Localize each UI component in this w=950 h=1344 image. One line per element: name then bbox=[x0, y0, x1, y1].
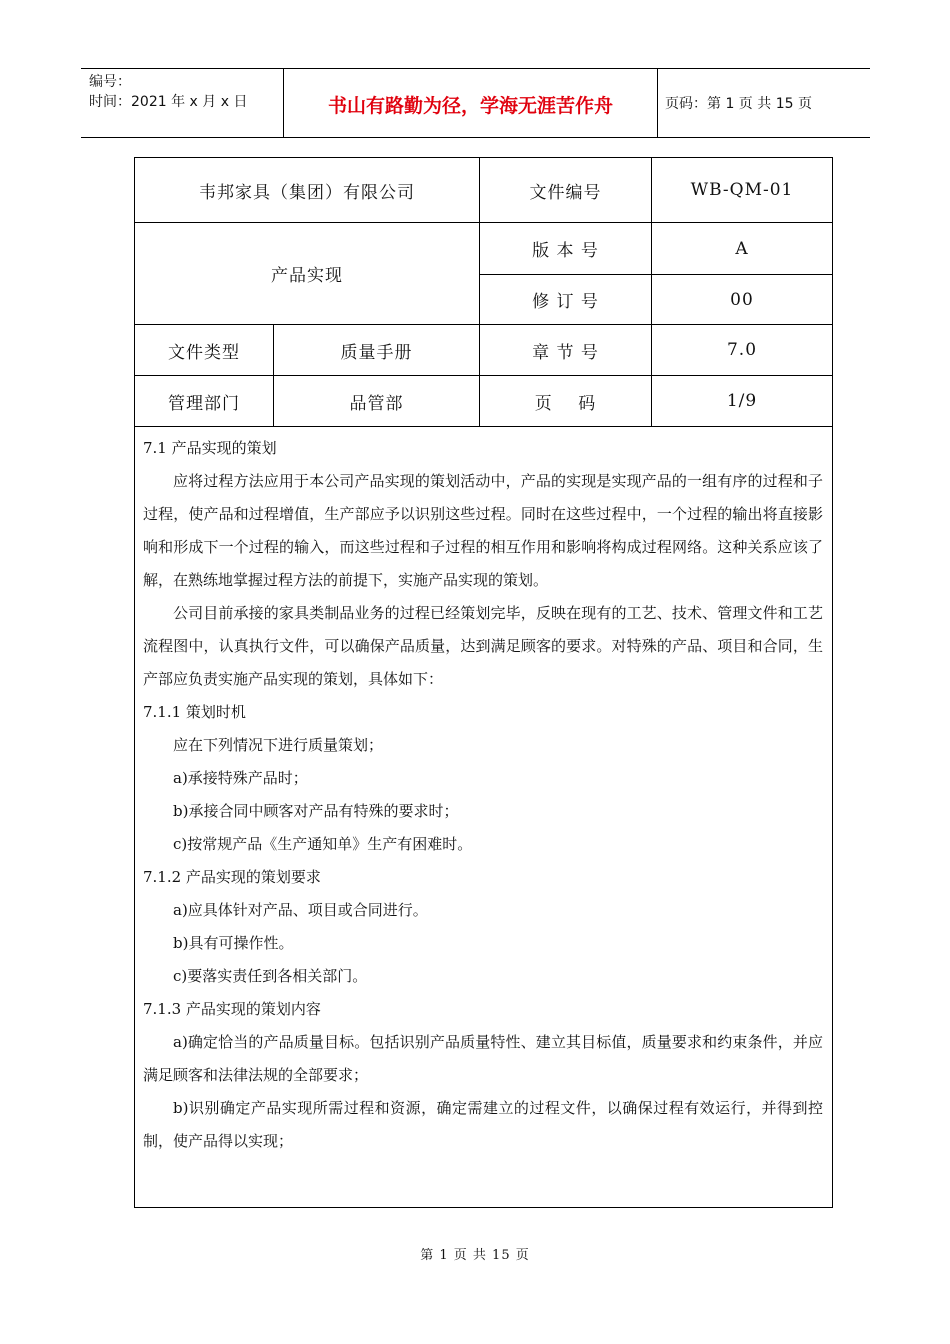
dept-label: 管理部门 bbox=[168, 393, 240, 414]
document-body bbox=[143, 432, 823, 1158]
list-item: b)具有可操作性。 bbox=[173, 934, 294, 952]
revision-value: 00 bbox=[730, 289, 754, 310]
page-value: 1/9 bbox=[726, 391, 758, 411]
page-footer: 第 1 页 共 15 页 bbox=[420, 1248, 530, 1263]
motto: 书山有路勤为径，学海无涯苦作舟 bbox=[327, 95, 613, 117]
revision-label: 修 订 号 bbox=[532, 292, 599, 312]
paragraph: 应在下列情况下进行质量策划； bbox=[173, 736, 384, 754]
top-banner bbox=[81, 68, 870, 138]
list-item: a)应具体针对产品、项目或合同进行。 bbox=[173, 901, 428, 919]
section-heading: 7.1 产品实现的策划 bbox=[143, 439, 277, 457]
date-line: 时间：2021 年 x 月 x 日 bbox=[89, 94, 248, 110]
list-item: a)承接特殊产品时； bbox=[173, 769, 308, 787]
paragraph: b)识别确定产品实现所需过程和资源，确定需建立的过程文件，以确保过程有效运行，并得到控制，使产品得以实现； bbox=[143, 1099, 823, 1150]
row-divider bbox=[135, 426, 832, 427]
doc-type-value: 质量手册 bbox=[340, 342, 413, 363]
document-frame bbox=[134, 157, 833, 1208]
doc-number-value: WB-QM-01 bbox=[690, 180, 794, 200]
doc-type-label: 文件类型 bbox=[168, 342, 240, 363]
banner-page-info: 页码：第 1 页 共 15 页 bbox=[665, 96, 812, 112]
section-heading: 7.1.2 产品实现的策划要求 bbox=[143, 868, 321, 886]
list-item: c)要落实责任到各相关部门。 bbox=[173, 967, 368, 985]
paragraph: 公司目前承接的家具类制品业务的过程已经策划完毕，反映在现有的工艺、技术、管理文件和工艺流程图中，认真执行文件，可以确保产品质量，达到满足顾客的要求。对特殊的产品、项目和合同，生产部应负责实施产品实现的策划，具体如下： bbox=[143, 604, 823, 688]
doc-number-label: 文件编号 bbox=[529, 182, 602, 203]
document-title: 产品实现 bbox=[271, 266, 343, 286]
chapter-label: 章 节 号 bbox=[532, 342, 599, 363]
list-item: b)承接合同中顾客对产品有特殊的要求时； bbox=[173, 802, 459, 820]
page-label: 页 码 bbox=[534, 393, 597, 414]
dept-value: 品管部 bbox=[349, 393, 404, 414]
version-label: 版 本 号 bbox=[532, 241, 599, 261]
version-value: A bbox=[735, 238, 749, 259]
company-name: 韦邦家具（集团）有限公司 bbox=[199, 182, 415, 203]
paragraph: 应将过程方法应用于本公司产品实现的策划活动中，产品的实现是实现产品的一组有序的过程和子过程，使产品和过程增值，生产部应予以识别这些过程。同时在这些过程中，一个过程的输出将直接影响和形成下一个过程的输入，而这些过程和子过程的相互作用和影响将构成过程网络。这种关系应该了解，在熟练地掌握过程方法的前提下，实施产品实现的策划。 bbox=[143, 472, 823, 589]
banner-meta bbox=[81, 69, 283, 137]
chapter-value: 7.0 bbox=[726, 340, 758, 360]
banner-motto-cell bbox=[283, 69, 658, 137]
list-item: c)按常规产品《生产通知单》生产有困难时。 bbox=[173, 835, 473, 853]
section-heading: 7.1.1 策划时机 bbox=[143, 703, 246, 721]
number-label: 编号： bbox=[89, 74, 131, 90]
paragraph: a)确定恰当的产品质量目标。包括识别产品质量特性、建立其目标值，质量要求和约束条件，并应满足顾客和法律法规的全部要求； bbox=[143, 1033, 823, 1084]
section-heading: 7.1.3 产品实现的策划内容 bbox=[143, 1000, 321, 1018]
banner-page-cell bbox=[657, 69, 870, 137]
